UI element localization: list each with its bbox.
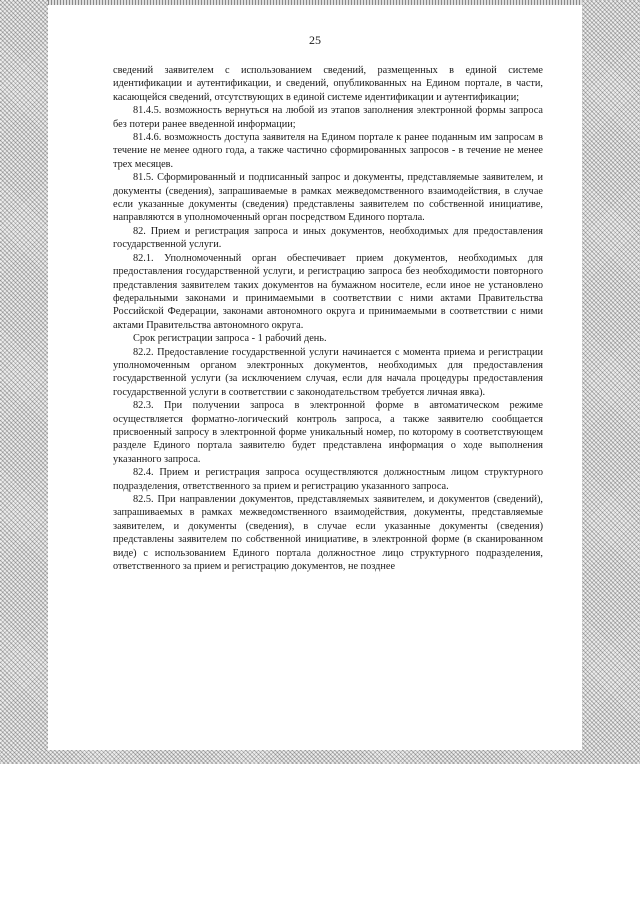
- paragraph-82-2: 82.2. Предоставление государственной услуги начинается с момента приема и регистрации уполномоченным органом электронных документов, необходимых для предоставления государственной услуги (за исключением случая, если для начала процедуры предоставления государственной услуги в соответствии с законодательством требуется личная явка).: [113, 346, 543, 398]
- paragraph-82: 82. Прием и регистрация запроса и иных документов, необходимых для предоставления государственной услуги.: [113, 225, 543, 251]
- paragraph-81-4-6: 81.4.6. возможность доступа заявителя на Едином портале к ранее поданным им запросам в течение не менее одного года, а также частично сформированных запросов - в течение не менее трех месяцев.: [113, 132, 543, 170]
- paragraph-81-5: 81.5. Сформированный и подписанный запрос и документы, представляемые заявителем, и документы (сведения), запрашиваемые в рамках межведомственного взаимодействия, в случае если указанные документы (сведения) представлены заявителем по собственной инициативе, направляются в уполномоченный орган посредством Единого портала.: [113, 172, 543, 224]
- document-page: [48, 5, 582, 750]
- scan-edge-right: [582, 0, 640, 760]
- page-body: [113, 64, 543, 573]
- page-number: 25: [309, 33, 321, 47]
- paragraph-82-5: 82.5. При направлении документов, представляемых заявителем, и документов (сведений), запрашиваемых в рамках межведомственного взаимодействия, документы, представляемые заявителем, и документы (сведения), в случае если указанные документы (сведения) представлены заявителем по собственной инициативе, в электронной форме (в сканированном виде) с использованием Единого портала должностное лицо структурного подразделения, ответственного за прием и регистрацию документов, не позднее: [113, 494, 543, 573]
- scan-edge-bottom: [0, 750, 640, 764]
- paragraph-registration-term: Срок регистрации запроса - 1 рабочий день.: [133, 333, 327, 345]
- paragraph-82-3: 82.3. При получении запроса в электронной форме в автоматическом режиме осуществляется форматно-логический контроль запроса, а также заявителю сообщается присвоенный запросу в электронной форме уникальный номер, по которому в соответствующем разделе Единого портала заявителю будет представлена информация о ходе выполнения указанного запроса.: [113, 400, 543, 465]
- paragraph-continuation: сведений заявителем с использованием сведений, размещенных в единой системе идентификации и аутентификации, и сведений, опубликованных на Едином портале, в части, касающейся сведений, отсутствующих в единой системе идентификации и аутентификации;: [113, 65, 543, 103]
- paragraph-81-4-5: 81.4.5. возможность вернуться на любой из этапов заполнения электронной формы запроса без потери ранее введенной информации;: [113, 105, 543, 130]
- paragraph-82-1: 82.1. Уполномоченный орган обеспечивает прием документов, необходимых для предоставления государственной услуги, и регистрацию запроса без необходимости повторного представления заявителем таких документов на бумажном носителе, если иное не установлено федеральными законами и принимаемыми в соответствии с ними актами Правительства Российской Федерации, законами автономного округа и принимаемыми в соответствии с ними актами Правительства автономного округа.: [113, 252, 543, 331]
- scan-edge-left: [0, 0, 48, 760]
- paragraph-82-4: 82.4. Прием и регистрация запроса осуществляются должностным лицом структурного подразделения, ответственного за прием и регистрацию указанного запроса.: [113, 467, 543, 492]
